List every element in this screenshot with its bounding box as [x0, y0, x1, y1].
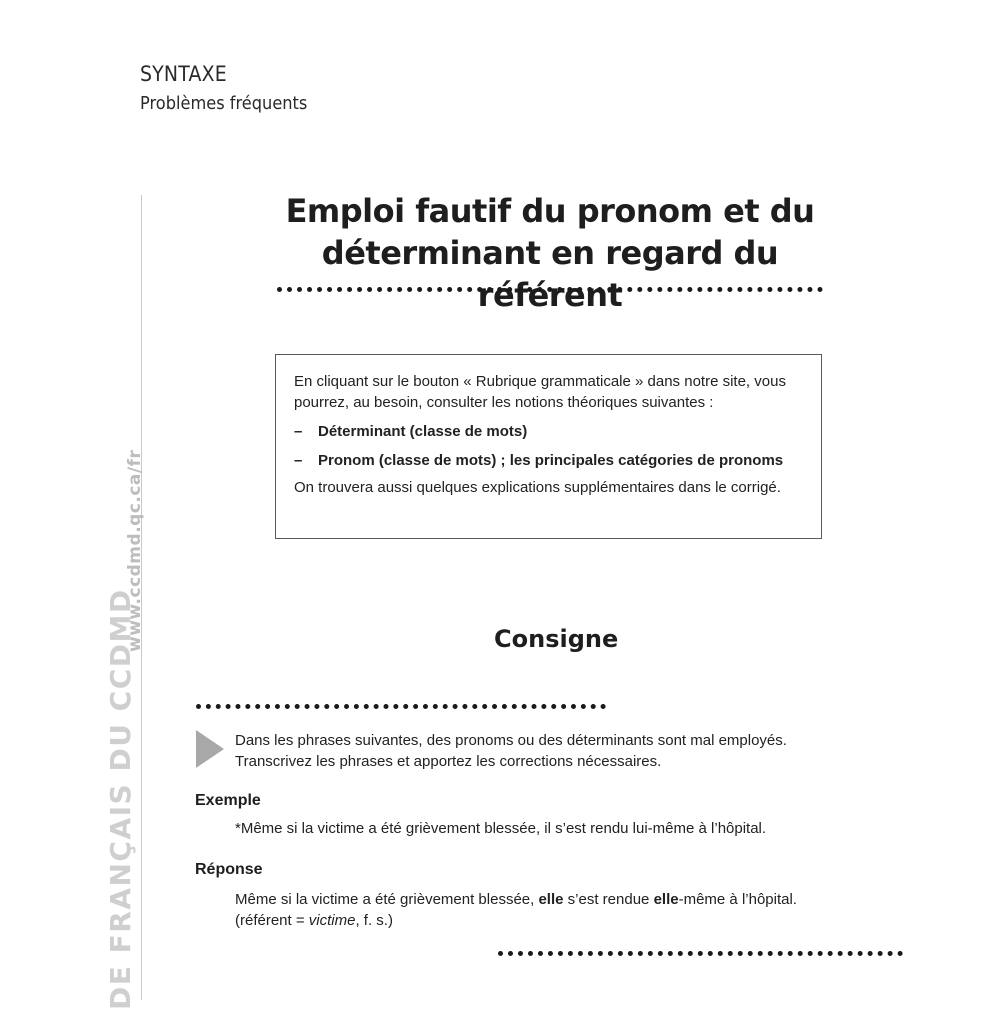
info-item	[294, 450, 803, 471]
title-line-1: Emploi fautif du pronom et du	[285, 192, 815, 230]
answer-text	[235, 889, 903, 931]
section-header: SYNTAXE	[140, 62, 227, 86]
instruction-line-2: Transcrivez les phrases et apportez les corrections nécessaires.	[235, 753, 662, 770]
dotted-divider	[196, 704, 606, 709]
info-note: On trouvera aussi quelques explications supplémentaires dans le corrigé.	[294, 479, 781, 496]
side-url: www.ccdmd.qc.ca/fr	[125, 449, 145, 652]
referent-word: victime	[308, 912, 356, 929]
answer-part: s’est rendue	[563, 891, 654, 908]
page-title	[250, 190, 850, 316]
consigne-heading: Consigne	[494, 625, 619, 653]
answer-referent	[235, 910, 903, 931]
dotted-divider	[277, 287, 823, 292]
answer-label: Réponse	[195, 861, 263, 878]
subsection-header: Problèmes fréquents	[140, 93, 308, 114]
example-label: Exemple	[195, 792, 261, 809]
answer-part: Même si la victime a été grièvement blessée,	[235, 891, 539, 908]
info-box	[275, 354, 822, 539]
title-line-2: déterminant en regard du référent	[321, 234, 779, 314]
instruction-line-1: Dans les phrases suivantes, des pronoms ou des déterminants sont mal employés.	[235, 732, 787, 749]
answer-sentence	[235, 889, 903, 910]
info-item-text: Déterminant (classe de mots)	[318, 423, 528, 440]
info-item	[294, 421, 803, 442]
info-item-text: Pronom (classe de mots) ; les principales catégories de pronoms	[318, 452, 784, 469]
info-intro: En cliquant sur le bouton « Rubrique grammaticale » dans notre site, vous pourrez, au besoin, consulter les notions théoriques suivantes :	[294, 373, 786, 411]
answer-bold: elle	[538, 891, 564, 908]
answer-bold: elle	[653, 891, 679, 908]
dotted-divider	[498, 951, 903, 956]
referent-close: , f. s.)	[355, 912, 393, 929]
referent-open: (référent =	[235, 912, 309, 929]
triangle-right-icon	[196, 730, 224, 768]
example-sentence: *Même si la victime a été grièvement blessée, il s’est rendu lui-même à l’hôpital.	[235, 820, 767, 837]
instruction-text	[235, 730, 903, 772]
dash-marker: –	[294, 452, 303, 469]
dash-marker: –	[294, 423, 303, 440]
side-brand: DE FRANÇAIS DU CCDMD	[104, 588, 137, 1010]
answer-part: -même à l’hôpital.	[678, 891, 797, 908]
